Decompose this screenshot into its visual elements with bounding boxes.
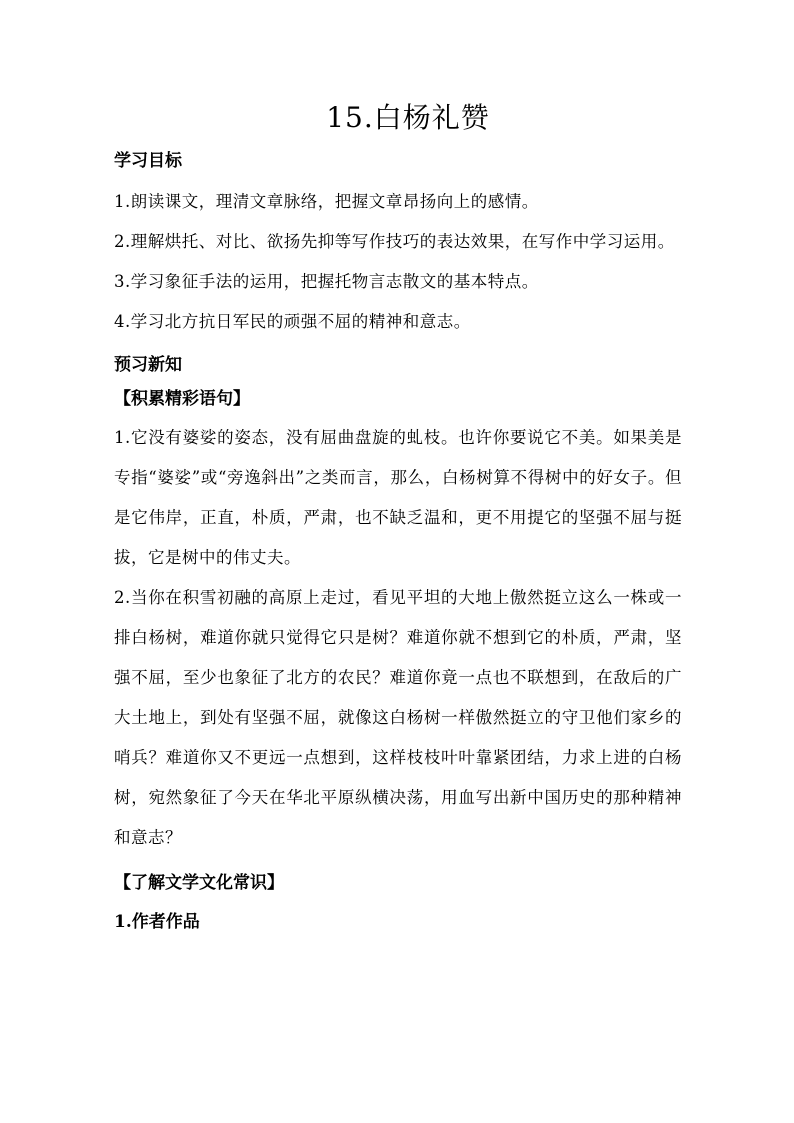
section-literature [114, 870, 682, 942]
goal-item-3: 3.学习象征手法的运用，把握托物言志散文的基本特点。 [114, 272, 539, 291]
section-phrases [114, 386, 682, 858]
document-page [114, 98, 682, 942]
goal-item-2: 2.理解烘托、对比、欲扬先抑等写作技巧的表达效果，在写作中学习运用。 [114, 232, 675, 251]
literature-heading: 【了解文学文化常识】 [114, 873, 284, 893]
phrase-item-1: 1.它没有婆娑的姿态，没有屈曲盘旋的虬枝。也许你要说它不美。如果美是专指“婆娑”或“旁逸斜出”之类而言，那么，白杨树算不得树中的好女子。但是它伟岸，正直，朴质，严肃，也不缺乏温和，更不用提它的坚强不屈与挺拔，它是树中的伟丈夫。 [114, 428, 682, 567]
document-title: 15.白杨礼赞 [326, 101, 490, 134]
phrases-heading: 【积累精彩语句】 [114, 389, 250, 409]
author-works-heading: 1.作者作品 [114, 912, 200, 932]
preview-heading: 预习新知 [114, 355, 182, 375]
goal-item-1: 1.朗读课文，理清文章脉络，把握文章昂扬向上的感情。 [114, 192, 539, 211]
section-preview [114, 352, 682, 942]
goals-heading: 学习目标 [114, 151, 182, 171]
section-goals [114, 148, 682, 342]
goal-item-4: 4.学习北方抗日军民的顽强不屈的精神和意志。 [114, 312, 471, 331]
phrase-item-2: 2.当你在积雪初融的高原上走过，看见平坦的大地上傲然挺立这么一株或一排白杨树，难道你就只觉得它只是树？难道你就不想到它的朴质，严肃，坚强不屈，至少也象征了北方的农民？难道你竟一点也不联想到，在敌后的广大土地上，到处有坚强不屈，就像这白杨树一样傲然挺立的守卫他们家乡的哨兵？难道你又不更远一点想到，这样枝枝叶叶靠紧团结，力求上进的白杨树，宛然象征了今天在华北平原纵横决荡，用血写出新中国历史的那种精神和意志？ [114, 588, 682, 847]
